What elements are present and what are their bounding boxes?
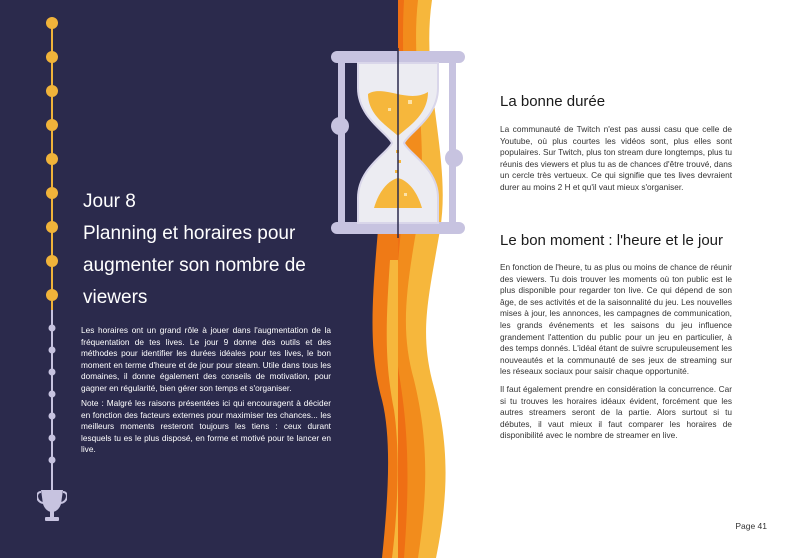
page-number: Page 41 (735, 521, 767, 531)
hourglass-icon (328, 48, 468, 238)
intro-paragraph: Les horaires ont un grand rôle à jouer dans l'augmentation de la fréquentation de tes lives. Le jour 9 donne des outils et des méthodes pour identifier les durées idéales pour tes lives, le bon moment en terme d'heure et de jour pour steam. Utile dans tous les domaines, il donne également des conseils de motivation, pour gagner en régularité, bien gérer son temps et s'organiser. (81, 325, 331, 393)
section-heading: Le bon moment : l'heure et le jour (500, 232, 723, 249)
timeline-decoration (37, 10, 67, 530)
section-paragraph: La communauté de Twitch n'est pas aussi casu que celle de Youtube, où plus courtes les vidéos sont, plus elles sont populaires. Sur Twitch, plus ton stream dure longtemps, plus tu réunis des viewers et plus tu as de chances d'être trouvé, dans un cercle très vertueux. Ce qui signifie que tes lives devraient durer au moins 2 H et qu'il vaut mieux s'organiser. (500, 124, 732, 192)
note-paragraph: Note : Malgré les raisons présentées ici qui encouragent à décider en fonction des facteurs externes pour maximiser tes chances... les meilleurs moments resteront toujours les tiens : ceux durant lesquels tu es le plus disposé, en forme et motivé pour te lancer en live. (81, 398, 331, 454)
section-paragraph: Il faut également prendre en considération la concurrence. Car si tu trouves les horaires idéaux évident, forcément que les autres streamers seront de la partie. Alors surtout si tu débutes, il vaut mieux il faut comparer les horaires de disponibilité avec le nombre de streamer en live. (500, 383, 732, 441)
section-heading: La bonne durée (500, 93, 606, 110)
chapter-title-line: viewers (83, 287, 148, 308)
chapter-intro (81, 325, 331, 460)
section-paragraph: En fonction de l'heure, tu as plus ou moins de chance de réunir des viewers. Tu dois trouver les moments où ton public est le plus disponible pour regarder ton live. Ce qui dépend de son âge, de ses activités et de la saisonnalité du jeu. Les nouvelles mises à jour, les annonces, les campagnes de communication, les grands événements et les saisons du jeu influence grandement l'attention du public pour un jeu en particulier, à des temps donnés. L'idéal étant de suivre scrupuleusement les nouveautés et la communauté de ses jeux de streaming sur les réseaux sociaux pour saisir chaque opportunité. (500, 262, 732, 377)
chapter-day: Jour 8 (83, 191, 136, 212)
chapter-title (83, 186, 338, 314)
chapter-title-line: augmenter son nombre de (83, 255, 306, 276)
section-bonne-duree (500, 92, 732, 200)
trophy-icon (37, 490, 67, 521)
section-bon-moment (500, 231, 732, 448)
chapter-title-line: Planning et horaires pour (83, 223, 296, 244)
